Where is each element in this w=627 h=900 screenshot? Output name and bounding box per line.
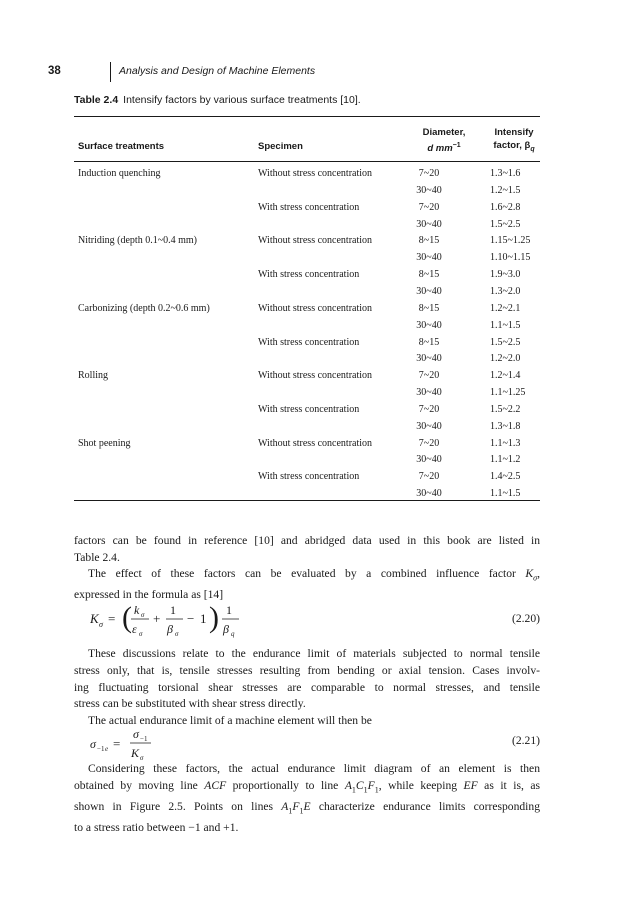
paragraph-5 — [74, 761, 540, 837]
cell-factor: 1.4~2.5 — [490, 471, 521, 483]
cell-diameter: 30~40 — [416, 184, 442, 196]
cell-diameter: 30~40 — [416, 353, 442, 365]
svg-text:=: = — [108, 611, 116, 626]
equation-2-20 — [74, 600, 540, 640]
equation-number: (2.21) — [511, 734, 540, 747]
cell-factor: 1.1~1.5 — [490, 319, 521, 331]
text-line: The effect of these factors can be evaluated by a combined influence factor $K_\sigma$, — [88, 567, 540, 583]
svg-text:σ: σ — [140, 754, 144, 762]
text-line: shown in Figure 2.5. Points on lines $A_1F_1E$ characterize endurance limits corresponding — [74, 799, 540, 816]
cell-diameter: 30~40 — [416, 218, 442, 230]
cell-diameter: 30~40 — [416, 319, 442, 331]
cell-specimen: Without stress concentration — [258, 235, 373, 247]
svg-text:1: 1 — [226, 603, 232, 617]
header-specimen: Specimen — [258, 141, 303, 152]
equation-number: (2.20) — [511, 612, 540, 625]
cell-diameter: 7~20 — [418, 471, 440, 483]
svg-text:σ: σ — [139, 630, 143, 638]
header-factor: Intensify factor, $\beta_q$ — [493, 127, 535, 153]
page-number: 38 — [48, 65, 61, 77]
cell-factor: 1.5~2.5 — [490, 218, 521, 230]
text-line: stress only, that is, tensile stresses resulting from bending or axial tension. Cases involv- — [74, 663, 540, 677]
cell-diameter: 30~40 — [416, 285, 442, 297]
text-line: stress can be substituted with shear stress directly. — [74, 697, 306, 711]
cell-diameter: 7~20 — [418, 168, 440, 179]
cell-specimen: With stress concentration — [258, 336, 360, 348]
text-line: Considering these factors, the actual endurance limit diagram of an element is then — [88, 762, 540, 775]
paragraph-3 — [74, 646, 540, 713]
svg-text:−1: −1 — [140, 735, 148, 743]
svg-text:): ) — [209, 601, 219, 634]
svg-text:σ: σ — [141, 611, 145, 619]
table-top-rule — [74, 116, 540, 117]
svg-text:−1: −1 — [97, 745, 105, 753]
cell-diameter: 8~15 — [418, 302, 440, 314]
cell-treatment: Carbonizing (depth 0.2~0.6 mm) — [78, 302, 210, 314]
table-bottom-rule — [74, 500, 540, 501]
header-diameter: Diameter, d $mm^{-1}$ — [422, 127, 466, 155]
cell-diameter: 8~15 — [418, 235, 440, 247]
svg-text:+: + — [153, 611, 161, 626]
svg-text:1: 1 — [170, 603, 176, 617]
cell-specimen: Without stress concentration — [258, 437, 373, 449]
text-line: These discussions relate to the endurance limit of materials subjected to normal tensile — [88, 647, 540, 660]
cell-specimen: With stress concentration — [258, 471, 360, 483]
svg-text:σ: σ — [99, 620, 103, 629]
cell-factor: 1.2~2.1 — [490, 302, 521, 314]
cell-diameter: 30~40 — [416, 252, 442, 264]
running-title: Analysis and Design of Machine Elements — [119, 65, 316, 77]
cell-factor: 1.5~2.5 — [490, 336, 521, 348]
cell-factor: 1.1~1.5 — [490, 488, 521, 500]
table-caption — [74, 94, 361, 106]
cell-diameter: 30~40 — [416, 420, 442, 432]
cell-factor: 1.6~2.8 — [490, 201, 521, 213]
svg-text:e: e — [105, 745, 109, 753]
cell-specimen: With stress concentration — [258, 403, 360, 415]
cell-diameter: 8~15 — [418, 336, 440, 348]
text-line: Table 2.4. — [74, 550, 120, 564]
svg-text:σ: σ — [90, 737, 96, 751]
cell-factor: 1.10~1.15 — [490, 252, 531, 264]
text-line: ing fluctuating torsional shear stresses are comparable to normal stresses, and tensile — [74, 680, 540, 694]
svg-text:β: β — [167, 622, 173, 636]
header-treatment: Surface treatments — [78, 141, 165, 152]
cell-treatment: Nitriding (depth 0.1~0.4 mm) — [78, 235, 198, 247]
cell-specimen: Without stress concentration — [258, 370, 373, 382]
equation-2-20-formula — [90, 598, 290, 642]
svg-text:σ: σ — [133, 727, 139, 741]
table-caption-text: Intensify factors by various surface treatments [10]. — [123, 94, 361, 106]
cell-factor: 1.2~1.5 — [490, 184, 521, 196]
cell-factor: 1.5~2.2 — [490, 403, 521, 415]
cell-diameter: 8~15 — [418, 269, 440, 281]
cell-factor: 1.2~1.4 — [490, 370, 521, 382]
svg-text:σ: σ — [175, 630, 179, 638]
svg-text:K: K — [90, 611, 99, 626]
cell-diameter: 30~40 — [416, 387, 442, 399]
cell-factor: 1.3~1.8 — [490, 420, 521, 432]
cell-specimen: Without stress concentration — [258, 168, 373, 179]
text-line: to a stress ratio between −1 and +1. — [74, 821, 239, 835]
cell-factor: 1.3~1.6 — [490, 168, 521, 179]
cell-factor: 1.1~1.2 — [490, 454, 521, 466]
cell-treatment: Induction quenching — [78, 168, 161, 179]
svg-text:k: k — [134, 603, 140, 617]
svg-text:−: − — [187, 611, 195, 626]
paragraph-1 — [74, 533, 540, 567]
svg-text:β: β — [223, 622, 229, 636]
cell-treatment: Rolling — [78, 370, 109, 382]
text-line: factors can be found in reference [10] and abridged data used in this book are listed in — [74, 534, 540, 547]
header-divider — [110, 62, 111, 82]
cell-factor: 1.1~1.3 — [490, 437, 521, 449]
cell-diameter: 7~20 — [418, 437, 440, 449]
equation-2-21 — [74, 726, 540, 766]
svg-text:=: = — [113, 736, 121, 751]
cell-diameter: 30~40 — [416, 454, 442, 466]
cell-diameter: 7~20 — [418, 370, 440, 382]
cell-diameter: 7~20 — [418, 403, 440, 415]
svg-text:q: q — [231, 630, 235, 638]
cell-factor: 1.3~2.0 — [490, 285, 521, 297]
cell-specimen: With stress concentration — [258, 269, 360, 281]
cell-treatment: Shot peening — [78, 437, 131, 449]
svg-text:K: K — [131, 746, 140, 760]
table-header-rule — [74, 161, 540, 162]
table-label: Table 2.4 — [74, 94, 119, 106]
cell-specimen: Without stress concentration — [258, 302, 373, 314]
cell-factor: 1.9~3.0 — [490, 269, 521, 281]
text-line: expressed in the formula as [14] — [74, 588, 224, 602]
cell-specimen: With stress concentration — [258, 201, 360, 213]
cell-factor: 1.15~1.25 — [490, 235, 531, 247]
svg-text:1: 1 — [200, 611, 207, 626]
text-line: The actual endurance limit of a machine element will then be — [88, 714, 372, 727]
svg-text:ε: ε — [132, 622, 137, 636]
svg-text:(: ( — [122, 601, 132, 634]
cell-diameter: 30~40 — [416, 488, 442, 500]
cell-factor: 1.2~2.0 — [490, 353, 521, 365]
text-line: obtained by moving line ACF proportionally to line $A_1C_1F_1$, while keeping EF as it is, as — [74, 778, 541, 795]
cell-diameter: 7~20 — [418, 201, 440, 213]
cell-factor: 1.1~1.25 — [490, 387, 526, 399]
